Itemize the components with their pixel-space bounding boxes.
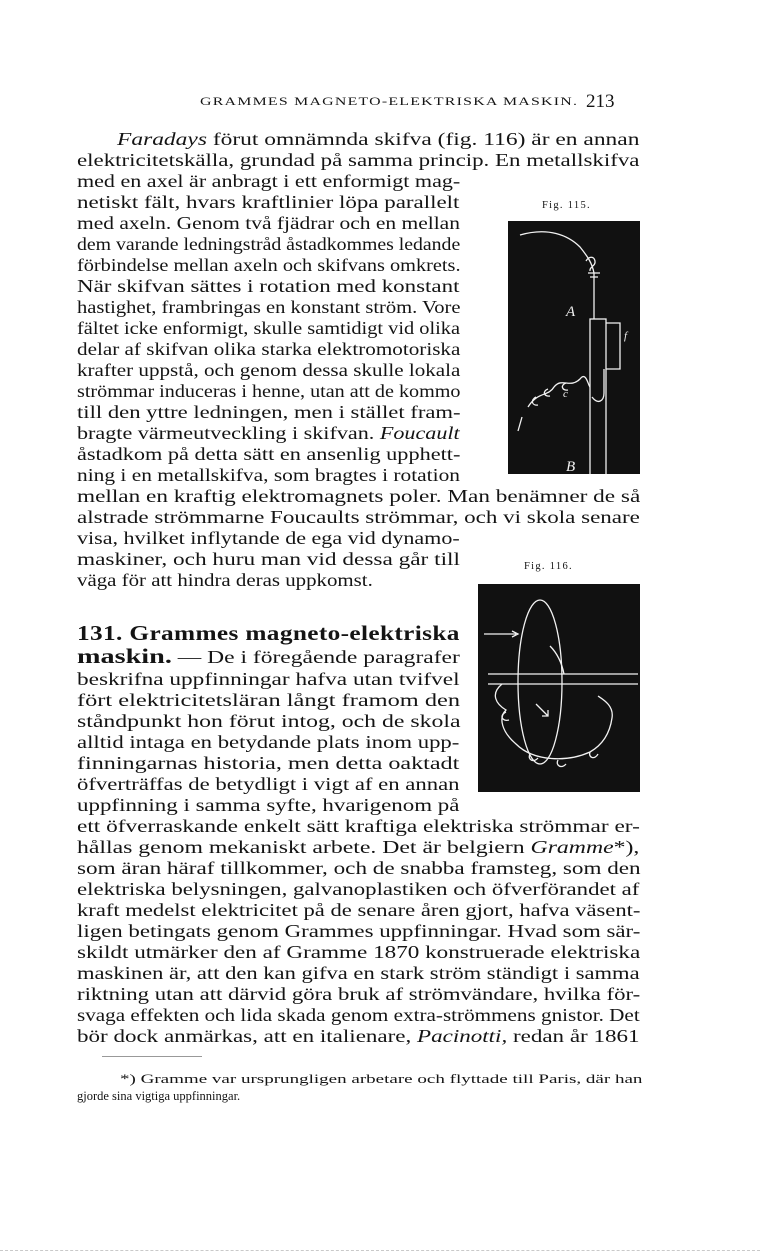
paragraph-line: elektriska belysningen, galvanoplastiken och öfverförandet af — [77, 879, 640, 899]
paragraph-line: Faradays förut omnämnda skifva (fig. 116) är en annan — [117, 129, 640, 149]
svg-text:c: c — [563, 388, 568, 400]
paragraph-line: svaga effekten och lida skada genom extra-strömmens gnistor. Det — [77, 1005, 640, 1025]
paragraph-line: ett öfverraskande enkelt sätt kraftiga elektriska strömmar er- — [77, 816, 640, 836]
figure-116-caption: Fig. 116. — [524, 561, 573, 572]
paragraph-line: ligen betingats genom Grammes uppfinningar. Hvad som sär- — [77, 921, 641, 941]
svg-text:B: B — [566, 459, 576, 474]
footnote-marker: *), — [613, 837, 640, 857]
paragraph-line: maskiner, och huru man vid dessa går till — [77, 549, 460, 569]
paragraph-line: riktning utan att därvid göra bruk af strömvändare, hvilka för- — [77, 984, 641, 1004]
paragraph-line: delar af skifvan olika starka elektromotoriska — [77, 339, 461, 359]
paragraph-line: bragte värmeutveckling i skifvan. Foucault — [77, 423, 460, 443]
paragraph-line: maskinen är, att den kan gifva en stark ström ständigt i samma — [77, 963, 640, 983]
paragraph-line: åstadkom på detta sätt en ansenlig upphett- — [77, 444, 461, 464]
paragraph-line: öfverträffas de betydligt i vigt af en annan — [77, 774, 460, 794]
paragraph-line: uppfinning i samma syfte, hvarigenom på — [77, 795, 460, 815]
paragraph-line: alstrade strömmarne Foucaults strömmar, och vi skola senare — [77, 507, 640, 527]
paragraph-line: förbindelse mellan axeln och skifvans omkrets. — [77, 255, 461, 275]
section-title: Grammes magneto-elektriska — [129, 621, 460, 645]
paragraph-line: strömmar induceras i henne, utan att de kommo — [77, 381, 461, 401]
paragraph-line: ståndpunkt hon förut intog, och de skola — [77, 711, 461, 731]
footnote-rule — [102, 1056, 202, 1057]
paragraph-line: dem varande ledningstråd åstadkommes ledande — [77, 234, 461, 254]
running-header: GRAMMES MAGNETO-ELEKTRISKA MASKIN. — [200, 96, 579, 108]
paragraph-line: elektricitetskälla, grundad på samma princip. En metallskifva — [77, 150, 640, 170]
footnote-line: *) Gramme var ursprungligen arbetare och flyttade till Paris, där han — [120, 1072, 643, 1086]
paragraph-line: När skifvan sättes i rotation med konstant — [77, 276, 460, 296]
name-gramme: Gramme — [530, 837, 614, 857]
paragraph-line: som äran häraf tillkommer, och de snabba framsteg, som den — [77, 858, 641, 878]
figure-115-caption: Fig. 115. — [542, 200, 591, 211]
paragraph-line: mellan en kraftig elektromagnets poler. Man benämner de så — [77, 486, 641, 506]
paragraph-line: krafter uppstå, och genom dessa skulle lokala — [77, 360, 461, 380]
paragraph-line: fältet icke enformigt, skulle samtidigt vid olika — [77, 318, 461, 338]
page-number: 213 — [586, 91, 615, 112]
name-foucault: Foucault — [379, 423, 460, 443]
name-faraday: Faradays — [117, 129, 207, 149]
paragraph-line: till den yttre ledningen, men i stället fram- — [77, 402, 461, 422]
paragraph-line: hållas genom mekaniskt arbete. Det är belgiern Gramme*), — [77, 837, 640, 857]
figure-115-diagram — [508, 221, 640, 474]
paragraph-line: fört elektricitetsläran långt framom den — [77, 690, 461, 710]
paragraph-line: med axeln. Genom två fjädrar och en mellan — [77, 213, 460, 233]
svg-text:f: f — [624, 330, 628, 342]
paragraph-line: visa, hvilket inflytande de ega vid dynamo- — [77, 528, 460, 548]
paragraph-line: alltid intaga en betydande plats inom upp- — [77, 732, 460, 752]
paragraph-line: beskrifna uppfinningar hafva utan tvifvel — [77, 669, 460, 689]
paragraph-line: finningarnas historia, men detta oaktadt — [77, 753, 460, 773]
paragraph-line: väga för att hindra deras uppkomst. — [77, 570, 373, 590]
paragraph-line: kraft medelst elektricitet på de senare åren gjort, hafva väsent- — [77, 900, 641, 920]
figure-116-diagram — [478, 584, 640, 792]
footnote-line: gjorde sina vigtiga uppfinningar. — [77, 1089, 241, 1103]
paragraph-line: skildt utmärker den af Gramme 1870 konstruerade elektriska — [77, 942, 641, 962]
figure-116 — [478, 584, 640, 792]
section-heading — [77, 623, 460, 644]
section-number: 131. — [77, 621, 123, 645]
page-edge — [0, 1250, 760, 1251]
name-pacinotti: Pacinotti, — [417, 1026, 508, 1046]
section-title-continued: maskin. — [77, 644, 172, 668]
paragraph-line: hastighet, frambringas en konstant ström. Vore — [77, 297, 461, 317]
figure-115 — [508, 221, 640, 474]
paragraph-line: med en axel är anbragt i ett enformigt mag- — [77, 171, 461, 191]
paragraph-line: maskin. — De i föregående paragrafer — [77, 644, 460, 668]
svg-text:A: A — [566, 304, 576, 320]
paragraph-line: bör dock anmärkas, att en italienare, Pacinotti, redan år 1861 — [77, 1026, 640, 1046]
paragraph-line: ning i en metallskifva, som bragtes i rotation — [77, 465, 460, 485]
paragraph-line: netiskt fält, hvars kraftlinier löpa parallelt — [77, 192, 460, 212]
